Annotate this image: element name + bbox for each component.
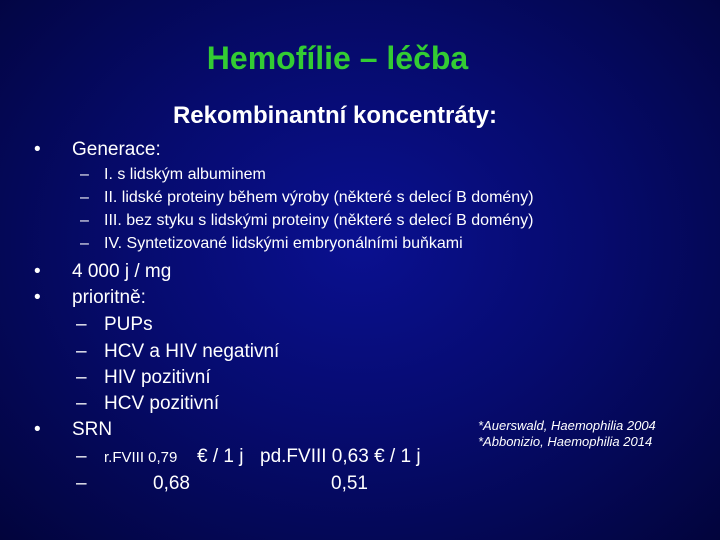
priority-label: prioritně: <box>72 287 146 308</box>
generace-label: Generace: <box>72 139 161 160</box>
srn-price-rfviii-label: r.FVIII 0,79 <box>104 449 178 466</box>
srn-value-pdfviii: 0,51 <box>331 473 368 494</box>
generace-item: II. lidské proteiny během výroby (některé s delecí B domény) <box>104 189 534 206</box>
reference-item: *Auerswald, Haemophilia 2004 <box>478 418 656 433</box>
dash-marker: – <box>76 341 87 362</box>
generace-item: III. bez styku s lidskými proteiny (některé s delecí B domény) <box>104 212 534 229</box>
srn-price-pdfviii: pd.FVIII 0,63 € / 1 j <box>260 446 421 467</box>
priority-item: PUPs <box>104 314 153 335</box>
dash-marker: – <box>80 189 89 206</box>
srn-label: SRN <box>72 419 113 440</box>
priority-item: HCV a HIV negativní <box>104 341 280 362</box>
dash-marker: – <box>80 166 89 183</box>
dash-marker: – <box>80 235 89 252</box>
references <box>478 418 656 450</box>
reference-item: *Abbonizio, Haemophilia 2014 <box>478 434 653 449</box>
dash-marker: – <box>76 473 87 494</box>
dash-marker: – <box>76 314 87 335</box>
bullet-marker: • <box>34 419 41 440</box>
priority-item: HCV pozitivní <box>104 393 220 414</box>
dash-marker: – <box>76 393 87 414</box>
srn-value-rfviii: 0,68 <box>153 473 190 494</box>
srn-price-rfviii-unit: € / 1 j <box>197 446 244 467</box>
bullet-marker: • <box>34 139 41 160</box>
dash-marker: – <box>76 367 87 388</box>
dose-text: 4 000 j / mg <box>72 261 172 282</box>
generace-item: I. s lidským albuminem <box>104 166 266 183</box>
bullet-marker: • <box>34 261 41 282</box>
dash-marker: – <box>76 446 87 467</box>
priority-item: HIV pozitivní <box>104 367 211 388</box>
bullet-marker: • <box>34 287 41 308</box>
generace-item: IV. Syntetizované lidskými embryonálními buňkami <box>104 235 463 252</box>
slide-title: Hemofílie – léčba <box>206 40 469 76</box>
dash-marker: – <box>80 212 89 229</box>
slide-subtitle: Rekombinantní koncentráty: <box>172 102 498 129</box>
